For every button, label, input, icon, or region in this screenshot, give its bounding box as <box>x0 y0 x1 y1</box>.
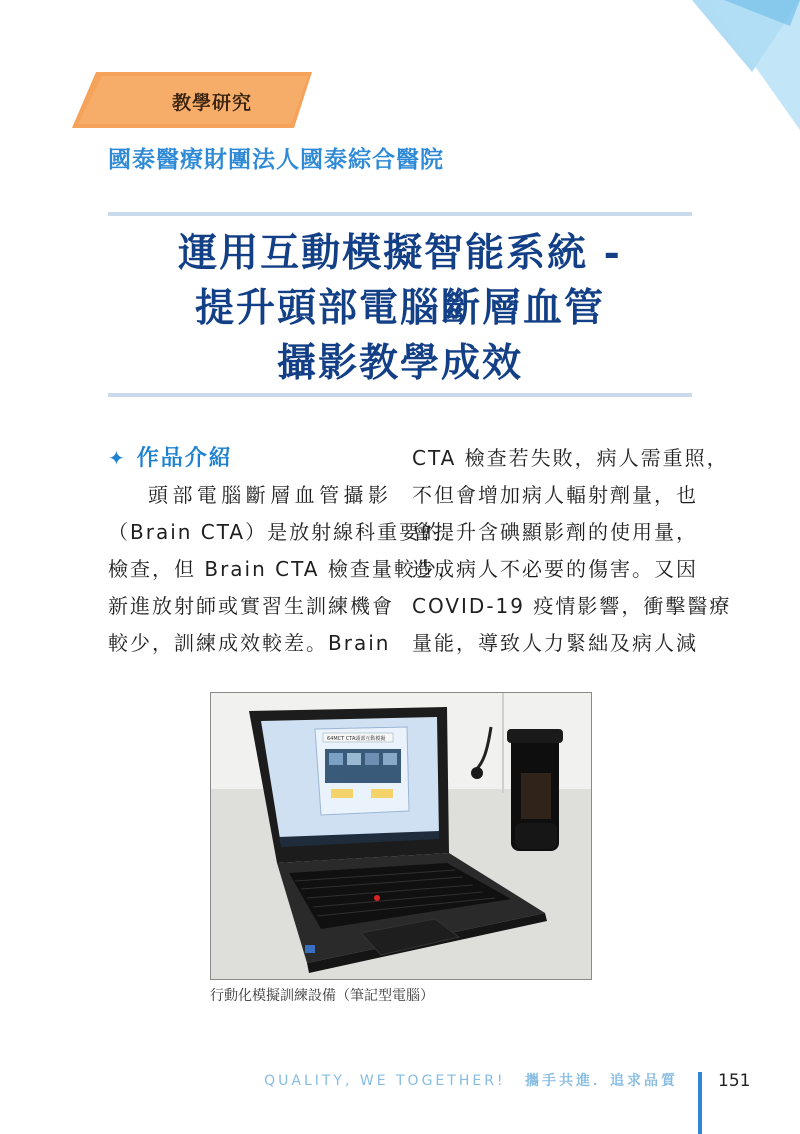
paragraph-line: （Brain CTA）是放射線科重要的 <box>108 520 444 544</box>
section-badge <box>72 72 334 128</box>
body-column-right <box>412 440 732 662</box>
paragraph-line: 造成病人不必要的傷害。又因 <box>412 557 698 581</box>
paragraph-line: 較少，訓練成效較差。Brain <box>108 631 391 655</box>
paragraph-line: CTA 檢查若失敗，病人需重照， <box>412 446 729 470</box>
hospital-name: 國泰醫療財團法人國泰綜合醫院 <box>108 147 444 173</box>
paragraph-line: 檢查，但 Brain CTA 檢查量較少， <box>108 557 460 581</box>
title-line: 攝影教學成效 <box>276 340 523 386</box>
photo-caption: 行動化模擬訓練設備（筆記型電腦） <box>210 988 434 1004</box>
slogan-english: QUALITY, WE TOGETHER! <box>264 1073 506 1089</box>
title-rule-top <box>108 212 692 216</box>
section-title: 作品介紹 <box>136 446 233 471</box>
section-heading <box>108 440 390 477</box>
paragraph-line: 不但會增加病人輻射劑量，也 <box>412 483 698 507</box>
paragraph-line: COVID-19 疫情影響，衝擊醫療 <box>412 594 732 618</box>
paragraph-line: 量能，導致人力緊絀及病人減 <box>412 631 698 655</box>
sparkle-icon: ✦ <box>108 446 127 470</box>
paragraph-line: 新進放射師或實習生訓練機會 <box>108 594 394 618</box>
footer-slogan <box>264 1070 678 1090</box>
section-tag: 教學研究 <box>171 92 252 114</box>
title-line: 運用互動模擬智能系統 - <box>178 230 622 276</box>
body-column-left <box>108 440 460 662</box>
title-rule-bottom <box>108 393 692 397</box>
screen-title: 64MCT CTA頭部互動模擬 <box>327 736 386 742</box>
title-line: 提升頭部電腦斷層血管 <box>194 285 605 331</box>
slogan-chinese: 攜手共進．追求品質 <box>525 1073 678 1089</box>
page-number: 151 <box>718 1071 751 1091</box>
article-title <box>108 226 692 391</box>
paragraph-line: 會提升含碘顯影劑的使用量， <box>412 520 698 544</box>
paragraph-line: 頭部電腦斷層血管攝影 <box>148 483 390 507</box>
footer-divider <box>698 1072 702 1134</box>
corner-decoration <box>640 0 800 150</box>
laptop-photo <box>210 692 592 980</box>
